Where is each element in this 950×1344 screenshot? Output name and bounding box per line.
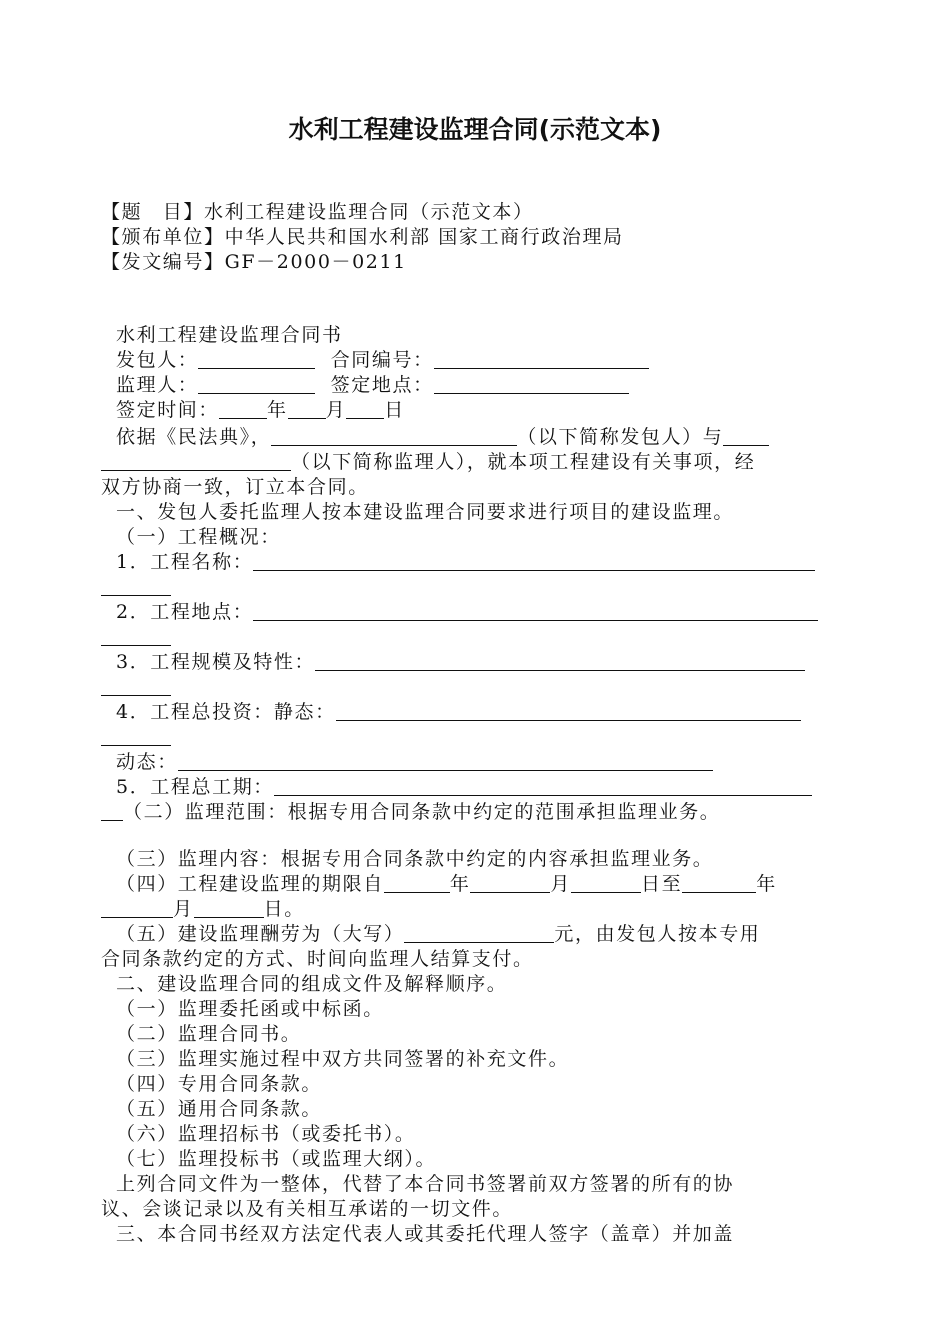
sign-time-line xyxy=(116,397,405,423)
item-3 xyxy=(116,649,805,675)
sign-place-blank xyxy=(434,373,629,394)
item-2-label: 2．工程地点： xyxy=(116,601,254,623)
item-2 xyxy=(116,599,818,625)
term-year2-blank xyxy=(682,872,756,893)
item-2-blank-cont xyxy=(101,625,171,646)
section-2: 二、建设监理合同的组成文件及解释顺序。 xyxy=(116,973,508,995)
contract-no-blank xyxy=(434,348,649,369)
employer-name-blank xyxy=(271,425,517,446)
basis-text-c: （以下简称监理人），就本项工程建设有关事项，经 xyxy=(291,451,756,473)
term-year-blank xyxy=(384,872,450,893)
item-2-cont xyxy=(101,624,171,650)
term-day-blank xyxy=(571,872,641,893)
supervisor-name-blank-a xyxy=(723,425,769,446)
item-5-blank-cont xyxy=(101,800,123,821)
item-3-cont xyxy=(101,674,171,700)
item-3-blank-cont xyxy=(101,675,171,696)
item-1-label: 1．工程名称： xyxy=(116,551,254,573)
section-1-2: （二）监理范围：根据专用合同条款中约定的范围承担监理业务。 xyxy=(123,801,721,823)
year-label: 年 xyxy=(267,399,288,421)
item-5 xyxy=(116,774,812,800)
employer-label: 发包人： xyxy=(116,349,199,371)
section-1-5-cont: 合同条款约定的方式、时间向监理人结算支付。 xyxy=(101,948,534,970)
day-blank xyxy=(346,398,384,419)
item-4-cont xyxy=(101,724,171,750)
section-2-item: （七）监理投标书（或监理大纲）。 xyxy=(116,1148,437,1170)
day-label: 日 xyxy=(384,399,405,421)
term-month2-label: 月 xyxy=(173,898,194,920)
term-month-label: 月 xyxy=(550,873,572,895)
contract-heading: 水利工程建设监理合同书 xyxy=(116,324,343,346)
basis-line-3: 双方协商一致，订立本合同。 xyxy=(101,476,369,498)
supervisor-blank xyxy=(198,373,315,394)
term-day2-blank xyxy=(194,897,264,918)
term-text: （四）工程建设监理的期限自 xyxy=(116,873,384,895)
item-5-blank xyxy=(274,775,812,796)
section-1-1: （一）工程概况： xyxy=(116,526,281,548)
item-4-blank-cont xyxy=(101,725,171,746)
month-blank xyxy=(288,398,326,419)
item-5-label: 5．工程总工期： xyxy=(116,776,274,798)
contract-no-label: 合同编号： xyxy=(330,349,434,371)
item-1 xyxy=(116,549,815,575)
supervisor-label: 监理人： xyxy=(116,374,199,396)
basis-text-b: （以下简称发包人）与 xyxy=(517,426,724,448)
item-1-cont xyxy=(101,574,171,600)
item-3-label: 3．工程规模及特性： xyxy=(116,651,316,673)
supervisor-name-blank-b xyxy=(101,450,291,471)
year-blank xyxy=(219,398,267,419)
meta-issuer: 【颁布单位】中华人民共和国水利部 国家工商行政治理局 xyxy=(101,226,624,248)
employer-line xyxy=(116,347,649,373)
section-2-item: （五）通用合同条款。 xyxy=(116,1098,323,1120)
section-2-tail-a: 上列合同文件为一整体，代替了本合同书签署前双方签署的所有的协 xyxy=(116,1173,735,1195)
item-3-blank xyxy=(315,650,805,671)
section-1-4 xyxy=(116,871,777,897)
item-4-dynamic xyxy=(116,749,713,775)
item-4-dynamic-blank xyxy=(178,750,713,771)
meta-topic: 【题 目】水利工程建设监理合同（示范文本） xyxy=(101,201,534,223)
term-month2-blank xyxy=(101,897,173,918)
item-4-label: 4．工程总投资：静态： xyxy=(116,701,336,723)
term-year2-label: 年 xyxy=(756,873,777,895)
term-day-to-label: 日至 xyxy=(641,873,683,895)
section-2-item: （六）监理招标书（或委托书）。 xyxy=(116,1123,416,1145)
item-4 xyxy=(116,699,801,725)
term-day-end-label: 日。 xyxy=(263,898,305,920)
term-year-label: 年 xyxy=(449,873,471,895)
fee-amount-blank xyxy=(404,922,554,943)
item-1-blank-cont xyxy=(101,575,171,596)
section-1-3: （三）监理内容：根据专用合同条款中约定的内容承担监理业务。 xyxy=(116,848,714,870)
employer-blank xyxy=(198,348,315,369)
month-label: 月 xyxy=(325,399,347,421)
item-2-blank xyxy=(253,600,818,621)
supervisor-line xyxy=(116,372,629,398)
basis-line-2 xyxy=(101,449,755,475)
item-1-blank xyxy=(253,550,815,571)
section-1-5 xyxy=(116,921,760,947)
meta-doc-number: 【发文编号】GF－2000－0211 xyxy=(101,251,407,273)
fee-text-b: 元，由发包人按本专用 xyxy=(554,923,761,945)
basis-text-a: 依据《民法典》， xyxy=(116,426,272,448)
item-5-cont xyxy=(101,799,720,825)
term-month-blank xyxy=(470,872,550,893)
fee-text-a: （五）建设监理酬劳为（大写） xyxy=(116,923,405,945)
sign-time-label: 签定时间： xyxy=(116,399,220,421)
sign-place-label: 签定地点： xyxy=(330,374,434,396)
item-4-blank xyxy=(336,700,801,721)
section-2-item: （二）监理合同书。 xyxy=(116,1023,302,1045)
section-2-item: （三）监理实施过程中双方共同签署的补充文件。 xyxy=(116,1048,570,1070)
document-title: 水利工程建设监理合同(示范文本) xyxy=(288,115,662,144)
basis-line-1 xyxy=(116,424,769,450)
section-1-4-cont xyxy=(101,896,305,922)
item-4-dynamic-label: 动态： xyxy=(116,751,178,773)
section-2-item: （四）专用合同条款。 xyxy=(116,1073,323,1095)
section-2-tail-b: 议、会谈记录以及有关相互承诺的一切文件。 xyxy=(101,1198,514,1220)
section-2-item: （一）监理委托函或中标函。 xyxy=(116,998,384,1020)
section-3: 三、本合同书经双方法定代表人或其委托代理人签字（盖章）并加盖 xyxy=(116,1223,735,1245)
section-1: 一、发包人委托监理人按本建设监理合同要求进行项目的建设监理。 xyxy=(116,501,735,523)
